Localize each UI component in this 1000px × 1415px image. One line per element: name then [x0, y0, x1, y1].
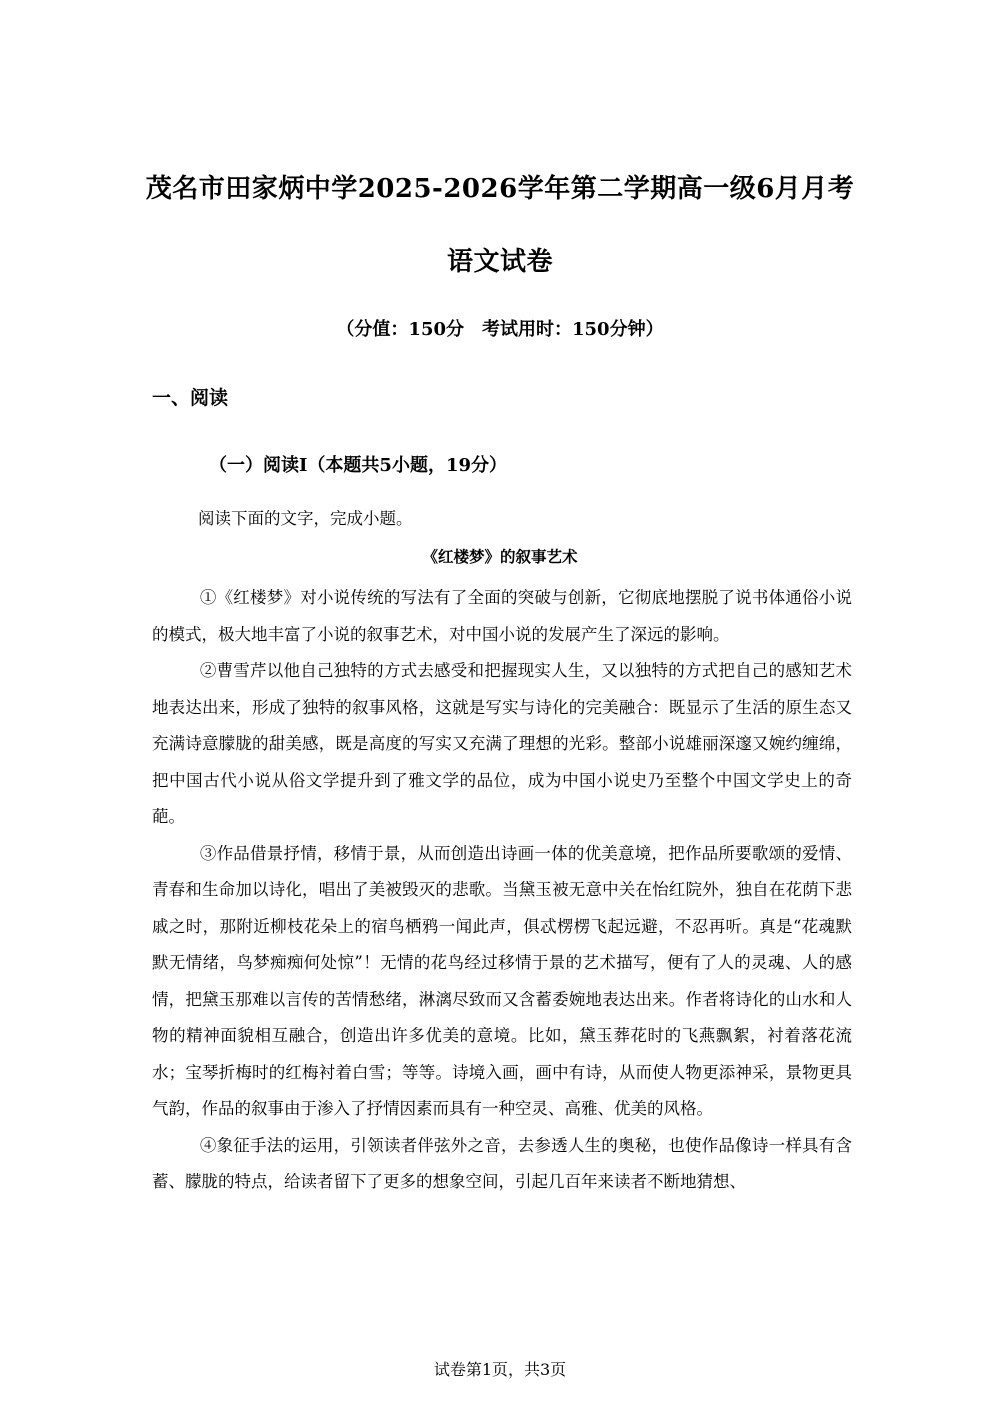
exam-title: 茂名市田家炳中学2025-2026学年第二学期高一级6月月考	[145, 174, 855, 204]
page-footer: 试卷第1页，共3页	[433, 1360, 567, 1379]
section-heading: 一、阅读	[152, 387, 229, 409]
article-title: 《红楼梦》的叙事艺术	[422, 547, 578, 566]
reading-instruction: 阅读下面的文字，完成小题。	[198, 509, 413, 528]
exam-subject-title: 语文试卷	[446, 247, 553, 277]
article-body	[152, 580, 852, 1201]
score-and-time-info: （分值：150分 考试用时：150分钟）	[336, 319, 664, 340]
article-paragraph-3: ③作品借景抒情，移情于景，从而创造出诗画一体的优美意境，把作品所要歌颂的爱情、青春和生命加以诗化，唱出了美被毁灭的悲歌。当黛玉被无意中关在怡红院外，独自在花荫下悲戚之时，那附近柳枝花朵上的宿鸟栖鸦一闻此声，俱忒楞楞飞起远避，不忍再听。真是“花魂默默无情绪，鸟梦痴痴何处惊”！无情的花鸟经过移情于景的艺术描写，便有了人的灵魂、人的感情，把黛玉那难以言传的苦情愁绪，淋漓尽致而又含蓄委婉地表达出来。作者将诗化的山水和人物的精神面貌相互融合，创造出许多优美的意境。比如，黛玉葬花时的飞燕飘絮，衬着落花流水；宝琴折梅时的红梅衬着白雪；等等。诗境入画，画中有诗，从而使人物更添神采，景物更具气韵，作品的叙事由于渗入了抒情因素而具有一种空灵、高雅、优美的风格。	[152, 843, 852, 1118]
article-paragraph-4: ④象征手法的运用，引领读者伴弦外之音，去参透人生的奥秘，也使作品像诗一样具有含蓄、朦胧的特点，给读者留下了更多的想象空间，引起几百年来读者不断地猜想、	[152, 1135, 852, 1191]
subsection-heading: （一）阅读I（本题共5小题，19分）	[209, 455, 507, 476]
article-paragraph-1: ①《红楼梦》对小说传统的写法有了全面的突破与创新，它彻底地摆脱了说书体通俗小说的模式，极大地丰富了小说的叙事艺术，对中国小说的发展产生了深远的影响。	[152, 588, 852, 644]
article-paragraph-2: ②曹雪芹以他自己独特的方式去感受和把握现实人生，又以独特的方式把自己的感知艺术地表达出来，形成了独特的叙事风格，这就是写实与诗化的完美融合：既显示了生活的原生态又充满诗意朦胧的甜美感，既是高度的写实又充满了理想的光彩。整部小说雄丽深邃又婉约缠绵，把中国古代小说从俗文学提升到了雅文学的品位，成为中国小说史乃至整个中国文学史上的奇葩。	[152, 661, 852, 826]
